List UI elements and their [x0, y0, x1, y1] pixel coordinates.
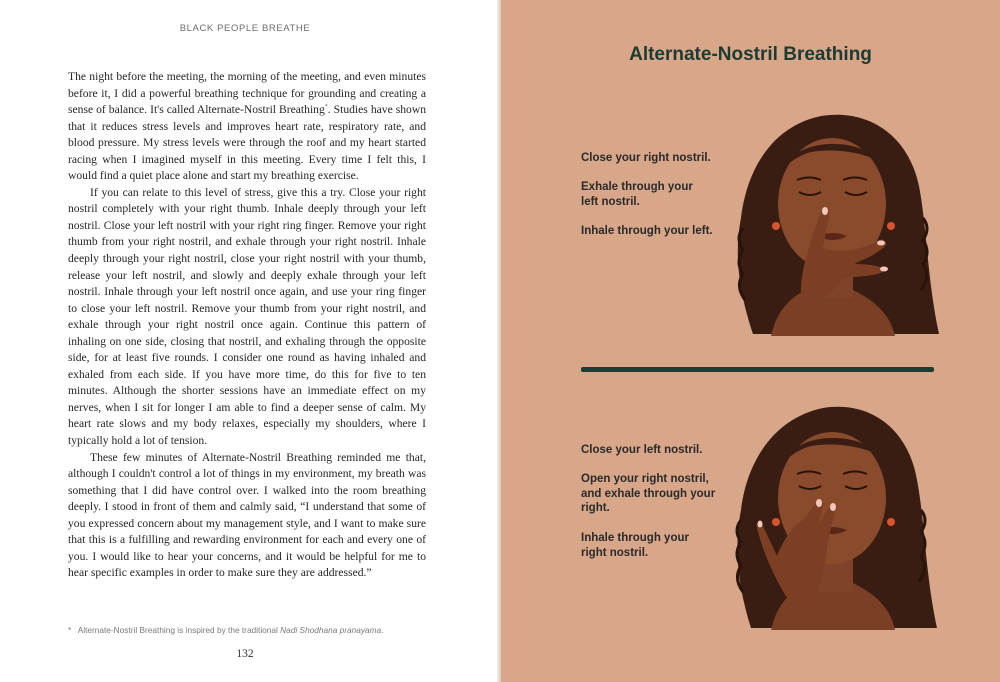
paragraph-1-text: The night before the meeting, the morning of the meeting, and even minutes before it, I did a powerful breathing technique for grounding and creating a sense of balance. It's called Alternate-Nostril Breathing [68, 70, 426, 117]
left-page [0, 0, 499, 682]
footnote-marker: * [324, 104, 328, 111]
right-earring-shape [887, 518, 895, 526]
bottom-step-2: Open your right nostril, and exhale through your right. [581, 473, 716, 514]
illustration-title: Alternate-Nostril Breathing [629, 44, 872, 65]
right-earring-shape [887, 222, 895, 230]
paragraph-1 [68, 69, 426, 185]
top-step-3: Inhale through your left. [581, 225, 713, 237]
section-divider [581, 367, 934, 372]
finger-nail-shape [877, 241, 885, 246]
left-earring-shape [772, 518, 780, 526]
pinky-nail-shape [758, 521, 763, 528]
top-step-2: Exhale through your left nostril. [581, 181, 693, 208]
thumb-nail-shape [822, 207, 828, 215]
paragraph-2: If you can relate to this level of stress, give this a try. Close your right nostril completely with your right thumb. Inhale deeply through your left nostril. Close your left nostril with your right ring finger. Remove your right thumb from your right nostril, and exhale through your right nostril. Inhale deeply through your right nostril, close your right nostril with your thumb, release your left nostril, and slowly and deeply exhale through your left nostril. Inhale through your left nostril once again, and use your ring finger to close your left nostril. Remove your thumb from your right nostril, and exhale through your right nostril once again. Continue this pattern of inhaling on one side, closing that nostril, and exhaling through the opposite side, for at least five rounds. I consider one round as having inhaled and exhaled from each side. If you have more time, do this for five to ten minutes. Although the shorter sessions have an immediate effect on my nerves, when I sit for longer I am able to find a deeper sense of calm. My heart rate slows and my body relaxes, especially my shoulders, where I typically hold a lot of tension. [68, 185, 426, 448]
woman-closing-right-nostril-illustration [713, 108, 945, 336]
finger-nail-shape [816, 499, 822, 507]
woman-closing-left-nostril-illustration [713, 400, 945, 630]
finger-nail-shape [830, 503, 836, 511]
paragraph-1-continuation: . Studies have shown that it reduces stress levels and improves heart rate, respiratory rate, and blood pressure. My stress levels were through the roof and my heart started racing when I imagined myself in this meeting. Every time I felt this, I would find a quiet place alone and start my breathing exercise. [68, 103, 426, 183]
footnote-italic: Nadi Shodhana pranayama [280, 625, 382, 635]
page-number: 132 [236, 648, 254, 660]
top-step-1: Close your right nostril. [581, 152, 711, 164]
footnote-asterisk: * [68, 625, 72, 635]
running-head: BLACK PEOPLE BREATHE [179, 23, 311, 34]
body-text [68, 69, 426, 582]
bottom-step-1: Close your left nostril. [581, 444, 703, 456]
pinky-nail-shape [880, 267, 888, 272]
footnote-text: Alternate-Nostril Breathing is inspired by the traditional [77, 625, 278, 635]
right-page [501, 0, 1000, 682]
footnote [68, 625, 438, 635]
bottom-step-3: Inhale through your right nostril. [581, 532, 689, 559]
footnote-end: . [381, 625, 384, 635]
paragraph-3: These few minutes of Alternate-Nostril Breathing reminded me that, although I couldn't control a lot of things in my environment, my breath was something that I did have control over. I walked into the room breathing deeply. I stood in front of them and calmly said, “I understand that some of you expressed concern about my management style, and I want to make sure that this is a fulfilling and rewarding environment for each and every one of you. I would like to hear your concerns, and it would be helpful for me to hear specific examples in order to make sure they are addressed.” [68, 450, 426, 580]
left-earring-shape [772, 222, 780, 230]
